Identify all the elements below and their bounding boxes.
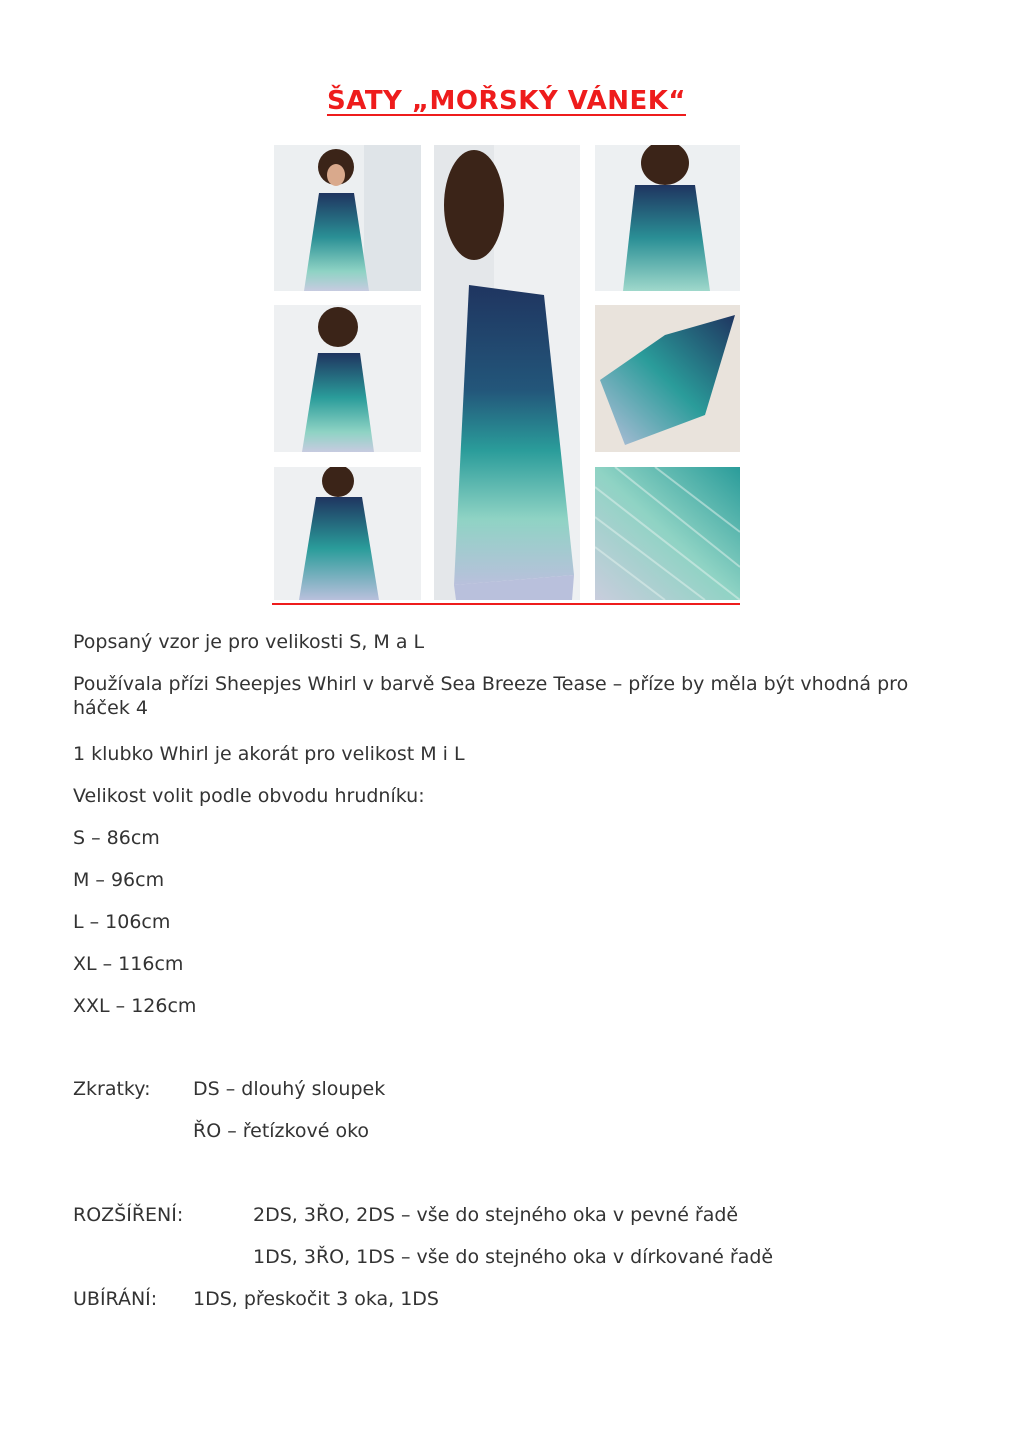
abbreviation-item: ŘO – řetízkové oko xyxy=(193,1120,370,1142)
photo-collage xyxy=(274,145,740,600)
photo-model-front-4 xyxy=(274,467,421,600)
photo-model-back xyxy=(434,145,580,600)
size-item: XXL – 126cm xyxy=(73,995,197,1017)
collage-underline xyxy=(272,603,740,605)
sizes-intro: Popsaný vzor je pro velikosti S, M a L xyxy=(73,631,425,653)
decrease-label: UBÍRÁNÍ: xyxy=(73,1288,158,1310)
size-item: L – 106cm xyxy=(73,911,171,933)
yarn-paragraph: Používala přízi Sheepjes Whirl v barvě Sea Breeze Tease – příze by měla být vhodná pro háček 4 xyxy=(73,673,909,719)
increase-item: 2DS, 3ŘO, 2DS – vše do stejného oka v pevné řadě xyxy=(253,1204,739,1226)
size-item: XL – 116cm xyxy=(73,953,184,975)
decrease-value: 1DS, přeskočit 3 oka, 1DS xyxy=(193,1288,439,1310)
photo-model-front-1 xyxy=(274,145,421,291)
amount-paragraph: 1 klubko Whirl je akorát pro velikost M i L xyxy=(73,743,465,765)
increase-item: 1DS, 3ŘO, 1DS – vše do stejného oka v dírkované řadě xyxy=(253,1246,774,1268)
photo-model-front-3 xyxy=(274,305,421,452)
photo-dress-flat xyxy=(595,305,740,452)
size-item: S – 86cm xyxy=(73,827,160,849)
photo-stitch-detail xyxy=(595,467,740,600)
choose-size-paragraph: Velikost volit podle obvodu hrudníku: xyxy=(73,785,425,807)
page-title: ŠATY „MOŘSKÝ VÁNEK“ xyxy=(326,86,686,116)
size-item: M – 96cm xyxy=(73,869,165,891)
increase-label: ROZŠÍŘENÍ: xyxy=(73,1204,184,1226)
abbreviation-item: DS – dlouhý sloupek xyxy=(193,1078,386,1100)
abbreviations-label: Zkratky: xyxy=(73,1078,151,1100)
photo-model-front-2 xyxy=(595,145,740,291)
